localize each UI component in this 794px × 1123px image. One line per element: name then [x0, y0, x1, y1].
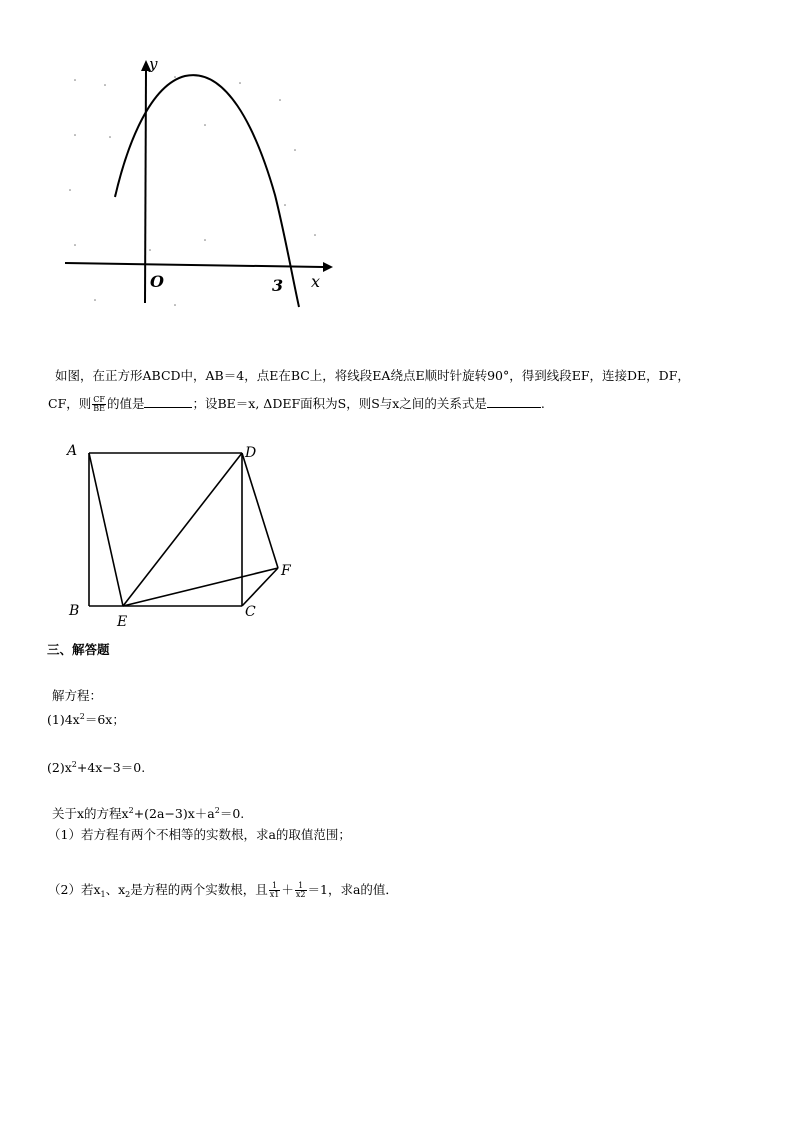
equation-2	[47, 757, 145, 776]
fraction-1-denominator: x1	[269, 890, 280, 899]
square-figure	[62, 438, 302, 633]
answer-blank-1	[144, 396, 192, 408]
square-problem-line1	[55, 368, 690, 384]
fraction-denominator: BE	[93, 404, 105, 413]
vertex-label-e: E	[117, 614, 128, 630]
square-problem-text-2a: CF，则	[48, 396, 92, 411]
cf-over-be-fraction	[92, 396, 106, 413]
square-problem-text-2d: .	[540, 396, 545, 411]
segment-ae	[89, 453, 123, 606]
segment-cf	[242, 568, 278, 606]
equation-2-exponent: 2	[71, 760, 77, 769]
solve-title: 解方程：	[52, 688, 103, 703]
roots-q2-part-c: 是方程的两个实数根，且	[130, 882, 268, 897]
fraction-2-denominator: x2	[295, 890, 306, 899]
vertex-label-b: B	[69, 603, 80, 619]
segment-de	[123, 453, 242, 606]
vertex-label-d: D	[245, 445, 257, 461]
equation-1-exponent: 2	[79, 712, 85, 721]
segment-ef	[123, 568, 278, 606]
equation-2-part-a: (2)x	[47, 760, 72, 775]
roots-q2-subscript-2: 2	[125, 890, 131, 899]
scan-speckles	[69, 76, 316, 306]
square-problem-text-1: 如图，在正方形ABCD中，AB＝4，点E在BC上，将线段EA绕点E顺时针旋转90°，得到线段EF，连接DE，DF，	[55, 368, 690, 383]
equation-2-part-b: +4x−3＝0.	[76, 760, 146, 775]
x-axis	[65, 263, 323, 267]
equation-1-part-b: ＝6x；	[84, 712, 125, 727]
roots-question-1: （1）若方程有两个不相等的实数根，求a的取值范围；	[48, 827, 351, 842]
parabola-curve	[115, 75, 299, 307]
vertex-label-a: A	[67, 443, 78, 459]
roots-q2-part-b: 、x	[105, 882, 126, 897]
reciprocal-x2-fraction	[295, 882, 307, 899]
parabola-graph	[55, 55, 340, 315]
answer-blank-2	[487, 396, 541, 408]
x-axis-arrow	[323, 262, 333, 272]
roots-stem-exponent-1: 2	[128, 806, 134, 815]
square-problem-line2	[48, 396, 545, 413]
roots-stem-part-c: ＝0.	[219, 806, 245, 821]
vertex-label-f: F	[281, 563, 291, 579]
y-axis	[145, 69, 146, 303]
square-problem-text-2c: ；设BE＝x, ΔDEF面积为S，则S与x之间的关系式是	[192, 396, 487, 411]
vertex-label-c: C	[245, 604, 256, 620]
reciprocal-x1-fraction	[269, 882, 281, 899]
fraction-1-numerator: 1	[269, 882, 281, 891]
roots-q2-part-d: ＝1，求a的值．	[307, 882, 398, 897]
roots-stem	[52, 803, 244, 822]
equation-1-part-a: (1)4x	[47, 712, 80, 727]
x-tick-3-label: 3	[272, 276, 284, 295]
plus-sign: ＋	[281, 882, 294, 897]
segment-df	[242, 453, 278, 568]
roots-stem-exponent-2: 2	[214, 806, 220, 815]
origin-label: O	[150, 272, 164, 291]
roots-q2-subscript-1: 1	[100, 890, 106, 899]
roots-q2-part-a: （2）若x	[48, 882, 101, 897]
roots-stem-part-a: 关于x的方程x	[52, 806, 129, 821]
roots-stem-part-b: +(2a−3)x＋a	[133, 806, 215, 821]
square-problem-text-2b: 的值是	[106, 396, 145, 411]
fraction-numerator: CF	[93, 395, 105, 404]
y-axis-label: y	[149, 55, 158, 73]
fraction-2-numerator: 1	[295, 882, 307, 891]
equation-1	[47, 709, 125, 728]
x-axis-label: x	[311, 272, 321, 291]
section-title: 三、解答题	[47, 642, 110, 657]
roots-question-2	[48, 882, 398, 903]
